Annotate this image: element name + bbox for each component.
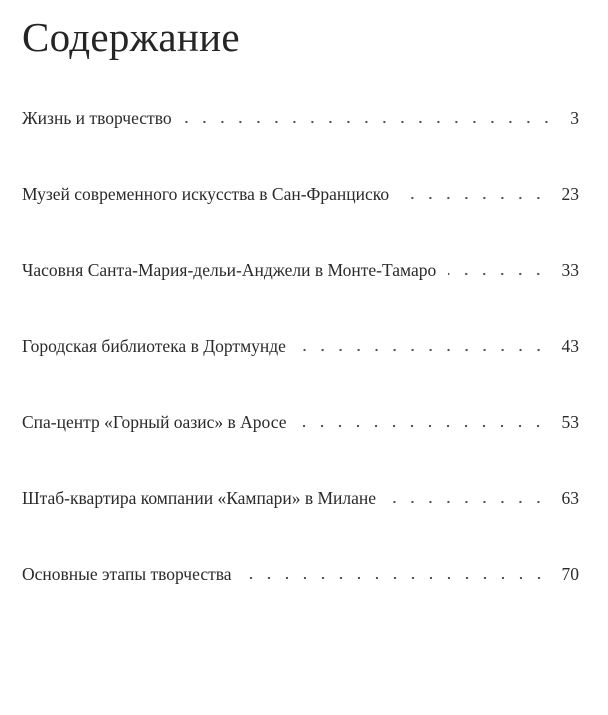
dot-leader (184, 120, 555, 124)
toc-entry-title: Спа-центр «Горный оазис» в Аросе (22, 412, 287, 432)
dot-leader (244, 576, 548, 580)
page-title: Содержание (22, 14, 240, 60)
dot-leader (298, 424, 547, 428)
dot-leader (401, 196, 547, 200)
toc-entry-title: Городская библиотека в Дортмунде (22, 336, 286, 356)
toc-page-number: 63 (561, 488, 579, 508)
toc-entry (22, 252, 579, 288)
toc-page-number: 3 (570, 108, 579, 128)
toc-page-number: 53 (561, 412, 579, 432)
toc-entry (22, 404, 579, 440)
toc-entry (22, 480, 579, 516)
toc-entry-title: Жизнь и творчество (22, 108, 172, 128)
toc-entry-title: Штаб-квартира компании «Кампари» в Милане (22, 488, 377, 508)
toc-page-number: 23 (561, 184, 579, 204)
toc-entry (22, 176, 579, 212)
toc-entry-title: Музей современного искусства в Сан-Франциско (22, 184, 390, 204)
toc-entry (22, 328, 579, 364)
toc-entry-title: Часовня Санта-Мария-дельи-Анджели в Монте-Тамаро (22, 260, 437, 280)
toc-page-number: 70 (561, 564, 579, 584)
toc-entry (22, 556, 579, 592)
toc-page-number: 43 (561, 336, 579, 356)
dot-leader (448, 272, 547, 276)
dot-leader (298, 348, 548, 352)
dot-leader (388, 500, 547, 504)
toc-entry (22, 100, 579, 136)
toc-page-number: 33 (561, 260, 579, 280)
table-of-contents (22, 100, 579, 592)
toc-entry-title: Основные этапы творчества (22, 564, 232, 584)
